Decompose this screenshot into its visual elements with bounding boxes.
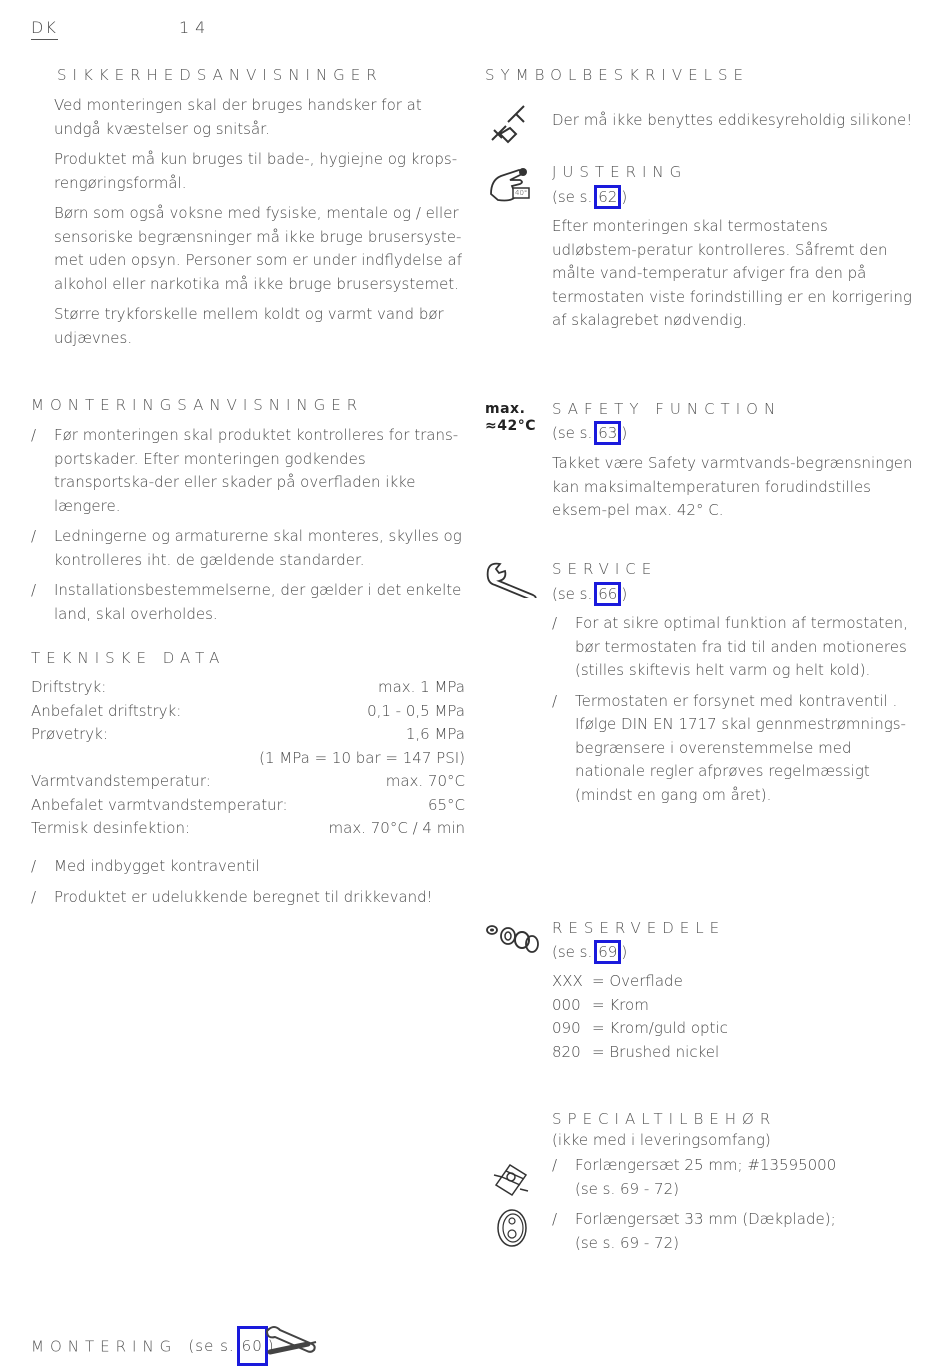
list-item: / Forlængersæt 33 mm (Dækplade); — [552, 1208, 924, 1232]
finish-desc: = Krom/guld optic — [592, 1019, 728, 1037]
safety-paragraph: Ved monteringen skal der bruges handsker for at undgå kvæstelser og snitsår. — [54, 96, 422, 138]
tools-icon — [262, 1322, 322, 1362]
finish-code: 090 — [552, 1019, 581, 1037]
row-value: 1,6 MPa — [405, 725, 465, 743]
finish-desc: = Krom — [592, 995, 649, 1014]
spare-parts-heading: RESERVEDELE — [552, 919, 726, 937]
list-item: / Forlængersæt 25 mm; #13595000 — [552, 1154, 924, 1178]
spare-parts-list — [552, 970, 728, 1064]
row-value: (1 MPa = 10 bar = 147 PSI) — [259, 748, 465, 767]
safety-section — [54, 94, 464, 350]
safety-paragraph: Børn som også voksne med fysiske, mentale og / eller sensoriske begrænsninger må ikke bruge brusersyste-met uden opsyn. Personer som er under indflydelse af alkohol eller narkotika må ikke bruge brusersystemet. — [54, 204, 462, 293]
row-value: max. 1 MPa — [377, 678, 465, 696]
list-item: / Produktet er udelukkende beregnet til drikkevand! — [31, 886, 464, 910]
table-row — [31, 723, 465, 747]
table-row — [31, 794, 465, 818]
page-reference[interactable] — [552, 421, 627, 446]
row-value: 65°C — [427, 795, 465, 814]
technical-notes — [31, 855, 464, 909]
safety-paragraph: Større trykforskelle mellem koldt og varmt vand bør udjævnes. — [54, 305, 444, 347]
icon-line: ≈42°C — [485, 418, 536, 434]
ref-suffix: ) — [621, 188, 628, 206]
mounting-instructions-list — [31, 424, 464, 626]
table-row — [31, 817, 465, 841]
accessory-ref: (se s. 69 - 72) — [575, 1233, 679, 1252]
technical-data-heading: TEKNISKE DATA — [31, 649, 226, 667]
safety-function-text: Takket være Safety varmtvands-begrænsningen kan maksimaltemperaturen forudindstilles eksem-pel max. 42° C. — [552, 454, 913, 519]
list-item: / Installationsbestemmelserne, der gælder i det enkelte land, skal overholdes. — [31, 579, 464, 626]
list-item — [552, 994, 728, 1018]
mounting-heading: MONTERING — [31, 1337, 178, 1356]
row-label: Anbefalet varmtvandstemperatur: — [31, 795, 288, 814]
safety-function-heading: SAFETY FUNCTION — [552, 400, 782, 418]
accessories-subtitle: (ikke med i leveringsomfang) — [552, 1131, 771, 1149]
table-row — [31, 747, 465, 771]
page-reference[interactable] — [552, 582, 627, 607]
list-item: / Med indbygget kontraventil — [31, 855, 464, 879]
row-value: 0,1 - 0,5 MPa — [367, 701, 465, 720]
row-label: Prøvetryk: — [31, 725, 108, 743]
list-item — [552, 1041, 728, 1065]
cover-plate-icon — [494, 1207, 530, 1249]
ref-suffix: ) — [621, 943, 628, 961]
max-temp-icon — [485, 401, 536, 435]
ref-prefix: (se s. — [552, 943, 593, 961]
row-label: Varmtvandstemperatur: — [31, 772, 211, 790]
hand-adjust-icon — [487, 160, 537, 204]
icon-badge: 40° — [515, 189, 528, 197]
finish-code: XXX — [552, 972, 583, 990]
page-number: 14 — [179, 18, 212, 37]
list-item: / Før monteringen skal produktet kontrolleres for trans-portskader. Efter monteringen godkendes transportska-der eller skader på overfladen ikke længere. — [31, 424, 464, 518]
list-item — [552, 1017, 728, 1041]
extension-set-icon — [490, 1155, 532, 1197]
accessories-heading: SPECIALTILBEHØR — [552, 1110, 777, 1128]
service-heading: SERVICE — [552, 560, 658, 578]
mounting-footer — [31, 1326, 275, 1366]
accessory-ref: (se s. 69 - 72) — [575, 1179, 679, 1198]
finish-code: 820 — [552, 1042, 581, 1061]
ref-page-link[interactable]: 63 — [594, 421, 621, 445]
row-label: Anbefalet driftstryk: — [31, 701, 182, 720]
ref-prefix: (se s. — [552, 188, 593, 206]
accessory-item — [552, 1208, 924, 1255]
table-row — [31, 700, 465, 724]
icon-line: max. — [485, 401, 526, 417]
ref-suffix: ) — [267, 1337, 275, 1355]
finish-code: 000 — [552, 995, 581, 1014]
technical-data-table — [31, 676, 465, 841]
silicone-warning: Der må ikke benyttes eddikesyreholdig silikone! — [552, 111, 913, 129]
list-item — [552, 970, 728, 994]
finish-desc: = Brushed nickel — [592, 1042, 720, 1061]
table-row — [31, 676, 465, 700]
symbols-heading: SYMBOLBESKRIVELSE — [485, 66, 749, 84]
finish-desc: = Overflade — [592, 972, 683, 990]
page-reference[interactable] — [552, 185, 627, 210]
mounting-instructions-heading: MONTERINGSANVISNINGER — [31, 396, 364, 414]
adjust-text: Efter monteringen skal termostatens udløbstem-peratur kontrolleres. Såfremt den målte vand-temperatur afviger fra den på termostaten viste forindstilling er en korrigering af skalagrebet nødvendig. — [552, 217, 912, 329]
ref-page-link[interactable]: 69 — [594, 940, 621, 964]
safety-heading: SIKKERHEDSANVISNINGER — [57, 66, 383, 84]
row-value: max. 70°C / 4 min — [328, 819, 465, 837]
ref-page-link[interactable]: 60 — [237, 1326, 268, 1366]
ref-suffix: ) — [621, 424, 628, 442]
ref-suffix: ) — [621, 585, 628, 603]
language-code: DK — [31, 18, 58, 40]
ref-page-link[interactable]: 66 — [594, 582, 621, 606]
ref-page-link[interactable]: 62 — [594, 185, 621, 209]
row-label: Termisk desinfektion: — [31, 819, 191, 837]
silicone-gun-icon — [486, 100, 534, 148]
accessory-item — [552, 1154, 924, 1201]
list-item: / Ledningerne og armaturerne skal monteres, skylles og kontrolleres iht. de gældende standarder. — [31, 525, 464, 572]
safety-paragraph: Produktet må kun bruges til bade-, hygiejne og krops-rengøringsformål. — [54, 150, 458, 192]
wrench-icon — [484, 560, 542, 598]
ref-prefix: (se s. — [552, 424, 593, 442]
spare-parts-icon — [484, 918, 542, 958]
list-item: / Termostaten er forsynet med kontraventil . Ifølge DIN EN 1717 skal gennmestrømnings-begrænsere i overenstemmelse med nationale regler afprøves regelmæssigt (mindst en gang om året). — [552, 690, 924, 808]
table-row — [31, 770, 465, 794]
ref-prefix: (se s. — [552, 585, 593, 603]
row-value: max. 70°C — [385, 772, 465, 790]
page-reference[interactable] — [552, 940, 627, 965]
ref-prefix: (se s. — [188, 1337, 235, 1355]
adjust-heading: JUSTERING — [552, 163, 688, 181]
list-item: / For at sikre optimal funktion af termostaten, bør termostaten fra tid til anden motioneres (stilles skiftevis helt varm og helt kold). — [552, 612, 924, 683]
row-label: Driftstryk: — [31, 678, 107, 696]
service-list — [552, 612, 924, 807]
